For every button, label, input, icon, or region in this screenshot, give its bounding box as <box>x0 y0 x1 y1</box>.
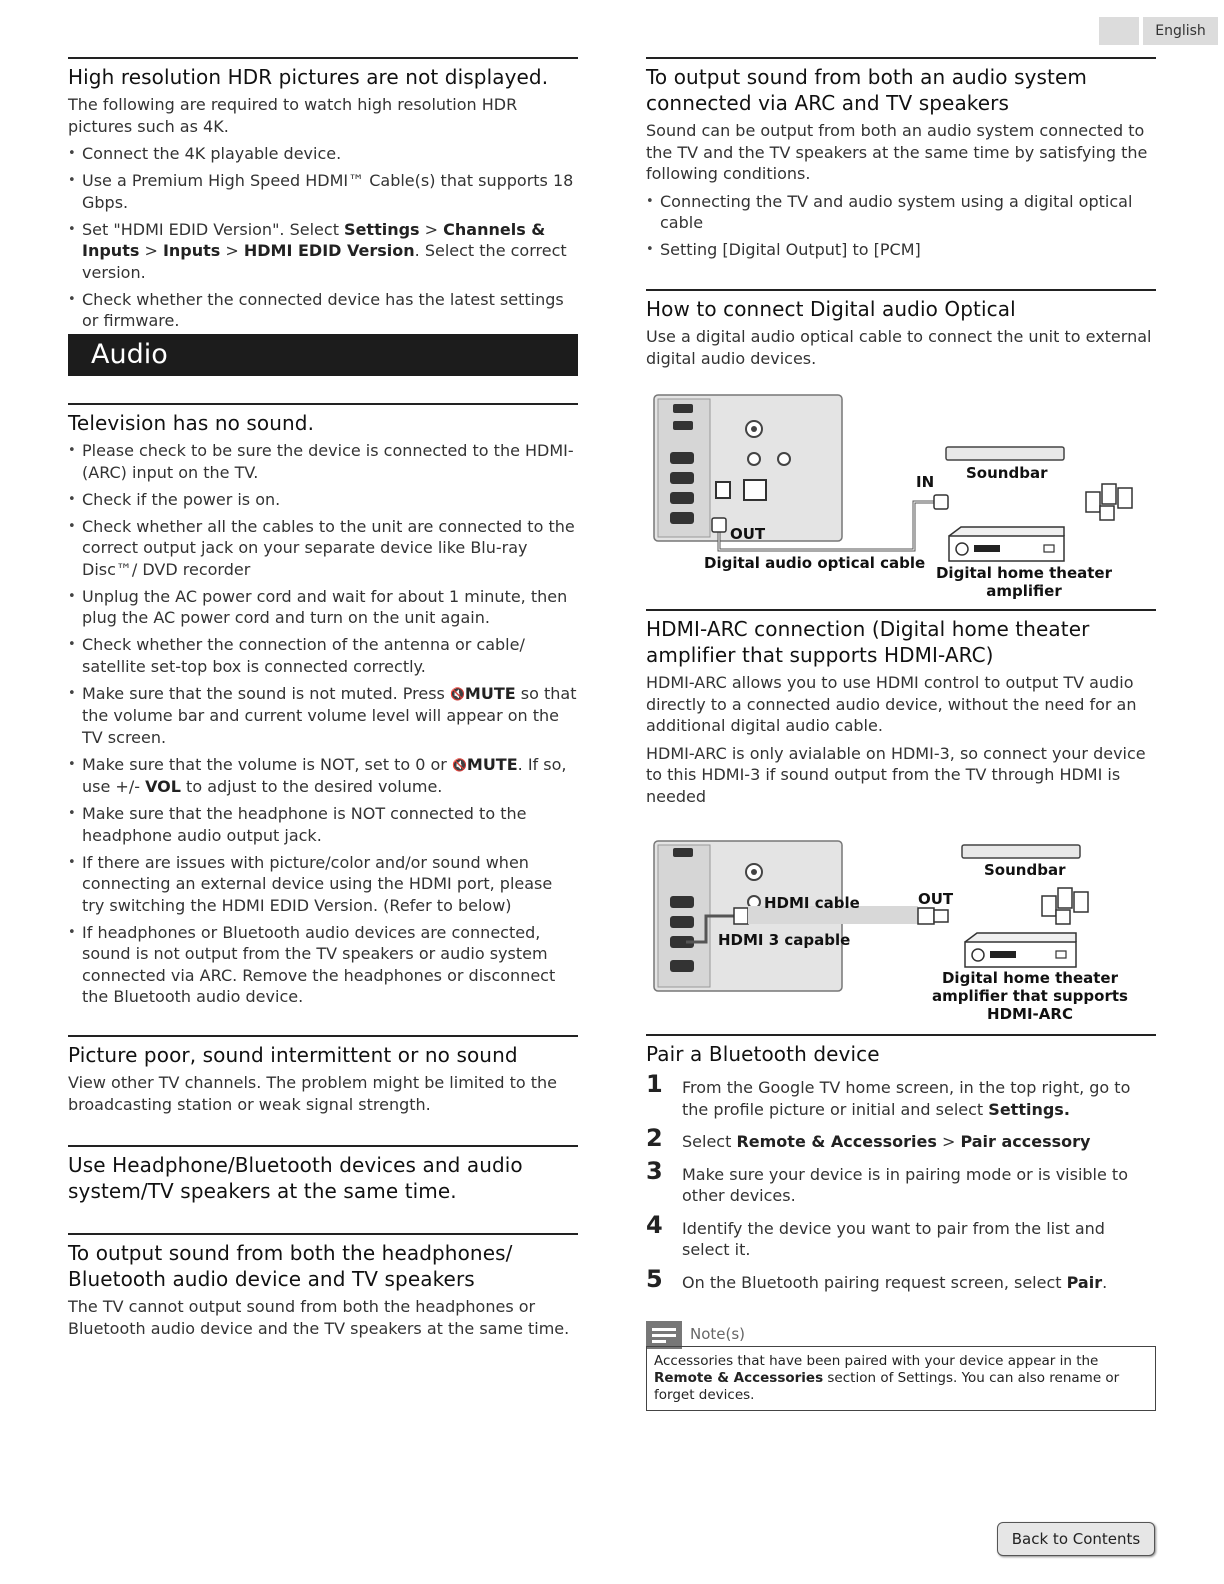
no-sound-title: Television has no sound. <box>68 411 315 435</box>
text-run: so that the volume bar and current volume level will appear on the TV screen. <box>82 683 577 747</box>
intermittent-text: View other TV channels. The problem might be limited to the broadcasting station or weak signal strength. <box>68 1073 557 1114</box>
language-tab-blank <box>1099 17 1139 45</box>
list-item <box>646 1210 1156 1261</box>
text-run: From the Google TV home screen, in the top right, go to the profile picture or initial and select <box>682 1078 1131 1119</box>
text-run: On the Bluetooth pairing request screen, select <box>682 1272 1067 1292</box>
output-both-headphones-section <box>68 1233 578 1345</box>
hdmi-arc-title: HDMI-ARC connection (Digital home theater amplifier that supports HDMI-ARC) <box>646 617 1090 667</box>
list-item: • Setting [Digital Output] to [PCM] <box>646 239 1156 261</box>
vol-key: VOL <box>145 777 181 796</box>
remote-accessories-label: Remote & Accessories <box>736 1132 937 1151</box>
list-item: • Check whether the connection of the antenna or cable/ satellite set-top box is connected correctly. <box>68 634 578 677</box>
menu-path-edid: HDMI EDID Version <box>243 241 415 260</box>
soundbar-icon <box>962 845 1080 858</box>
list-item <box>646 1264 1156 1294</box>
list-item: • Check if the power is on. <box>68 489 578 511</box>
hdmi-arc-p2: HDMI-ARC is only avialable on HDMI-3, so connect your device to this HDMI-3 if sound output from the TV through HDMI is needed <box>646 743 1146 806</box>
note-label: Note(s) <box>690 1325 746 1343</box>
step-number: 1 <box>646 1070 663 1098</box>
arc-both-title: To output sound from both an audio system connected via ARC and TV speakers <box>646 65 1087 115</box>
hdr-section <box>68 57 578 337</box>
list-item: • If headphones or Bluetooth audio devices are connected, sound is not output from the TV speakers or audio system connected via ARC. Remove the headphones or disconnect the Bluetooth audio device. <box>68 922 578 1008</box>
text-run: . If so, use +/- <box>82 754 567 796</box>
menu-path-inputs: Inputs <box>162 241 221 260</box>
text-run: . <box>1102 1272 1108 1292</box>
text-run: > <box>220 241 244 260</box>
optical-out-label: OUT <box>730 525 766 543</box>
menu-path-channels: Channels & Inputs <box>82 219 546 260</box>
hdr-title: High resolution HDR pictures are not displayed. <box>68 65 549 89</box>
mute-icon: 🔇 <box>451 757 467 772</box>
optical-amp-label-1: Digital home theater <box>935 564 1113 582</box>
output-both-headphones-title: To output sound from both the headphones/ Bluetooth audio device and TV speakers <box>68 1241 513 1291</box>
list-item: • Connect the 4K playable device. <box>68 143 578 165</box>
step-number: 5 <box>646 1264 663 1293</box>
menu-path-settings: Settings <box>344 219 420 239</box>
optical-amp-label-2: amplifier <box>986 582 1062 600</box>
list-item: • Connecting the TV and audio system using a digital optical cable <box>646 191 1156 234</box>
list-item: • Unplug the AC power cord and wait for about 1 minute, then plug the AC power cord and turn on the unit again. <box>68 586 578 629</box>
step-number: 3 <box>646 1156 663 1185</box>
speakers-icon <box>1042 888 1088 924</box>
mute-key: MUTE <box>466 754 518 774</box>
text-run: Accessories that have been paired with your device appear in the <box>654 1353 1099 1369</box>
audio-banner: Audio <box>68 334 578 376</box>
back-to-contents-button[interactable]: Back to Contents <box>997 1522 1155 1556</box>
intermittent-title: Picture poor, sound intermittent or no sound <box>68 1043 518 1067</box>
optical-title: How to connect Digital audio Optical <box>646 297 1016 321</box>
hdmi-arc-section <box>646 609 1156 813</box>
list-item <box>68 754 578 798</box>
pair-label: Pair <box>1066 1272 1103 1292</box>
remote-accessories-label: Remote & Accessories <box>654 1370 824 1386</box>
mute-icon: 🔇 <box>449 686 465 701</box>
list-item: • Use a Premium High Speed HDMI™ Cable(s) that supports 18 Gbps. <box>68 170 578 213</box>
optical-text: Use a digital audio optical cable to connect the unit to external digital audio devices. <box>646 327 1152 368</box>
hdmi-arc-p1: HDMI-ARC allows you to use HDMI control to output TV audio directly to a connected audio device, without the need for an additional digital audio cable. <box>646 673 1137 735</box>
text-run: > <box>419 219 444 239</box>
list-item <box>646 1124 1156 1153</box>
note-box <box>646 1346 1156 1411</box>
note-header <box>646 1321 846 1349</box>
list-item <box>68 219 578 284</box>
text-run: > <box>139 241 163 260</box>
no-sound-list <box>68 440 578 1008</box>
text-run: Make sure your device is in pairing mode or is visible to other devices. <box>682 1164 1128 1205</box>
language-tab[interactable]: English <box>1143 17 1218 45</box>
arc-both-section <box>646 57 1156 266</box>
optical-cable-label: Digital audio optical cable <box>704 554 926 572</box>
no-sound-section <box>68 403 578 1013</box>
hdmi-out-label: OUT <box>918 890 954 908</box>
text-run: Set "HDMI EDID Version". Select <box>82 219 345 239</box>
list-item: • Please check to be sure the device is connected to the HDMI-(ARC) input on the TV. <box>68 440 578 483</box>
list-item <box>646 1156 1156 1207</box>
hdmi-amp-label-3: HDMI-ARC <box>987 1005 1073 1023</box>
hdmi-cable-label: HDMI cable <box>764 894 860 912</box>
text-run: > <box>936 1132 961 1151</box>
text-run: Identify the device you want to pair from the list and select it. <box>682 1218 1105 1259</box>
step-number: 4 <box>646 1210 663 1239</box>
text-run: to adjust to the desired volume. <box>180 777 443 796</box>
hdr-intro: The following are required to watch high resolution HDR pictures such as 4K. <box>68 95 518 136</box>
optical-in-label: IN <box>916 473 935 491</box>
hdmi-amp-label-2: amplifier that supports <box>932 987 1128 1005</box>
amplifier-icon <box>949 527 1064 561</box>
hdmi-arc-diagram <box>646 838 1156 1024</box>
amplifier-icon <box>965 933 1076 967</box>
speakers-icon <box>1086 484 1132 520</box>
optical-diagram <box>646 392 1156 602</box>
text-run: Select <box>682 1132 737 1151</box>
arc-both-intro: Sound can be output from both an audio system connected to the TV and the TV speakers at the same time by satisfying the following conditions. <box>646 121 1148 183</box>
hdmi-amp-label-1: Digital home theater <box>941 969 1119 987</box>
settings-label: Settings. <box>988 1099 1070 1119</box>
text-run: . Select the correct version. <box>82 241 567 282</box>
arc-both-list <box>646 191 1156 261</box>
hdmi-soundbar-label: Soundbar <box>984 861 1066 879</box>
optical-soundbar-label: Soundbar <box>966 464 1048 482</box>
optical-section <box>646 289 1156 375</box>
bluetooth-steps <box>646 1070 1156 1293</box>
headphone-same-time-section <box>68 1145 578 1208</box>
tv-back-panel <box>654 395 842 541</box>
headphone-same-time-title: Use Headphone/Bluetooth devices and audio system/TV speakers at the same time. <box>68 1153 523 1203</box>
hdr-list <box>68 143 578 332</box>
soundbar-icon <box>946 447 1064 460</box>
output-both-headphones-text: The TV cannot output sound from both the headphones or Bluetooth audio device and the TV speakers at the same time. <box>68 1297 570 1338</box>
list-item: • Check whether all the cables to the unit are connected to the correct output jack on your separate device like Blu-ray Disc™/ DVD recorder <box>68 516 578 581</box>
text-run: section of Settings. You can also rename or forget devices. <box>654 1370 1120 1403</box>
pair-accessory-label: Pair accessory <box>960 1132 1091 1151</box>
list-item <box>68 683 578 749</box>
text-run: Make sure that the volume is NOT, set to 0 or <box>82 754 452 774</box>
list-item: • Make sure that the headphone is NOT connected to the headphone audio output jack. <box>68 803 578 846</box>
hdmi3-capable-label: HDMI 3 capable <box>718 931 851 949</box>
intermittent-section <box>68 1035 578 1121</box>
text-run: Make sure that the sound is not muted. Press <box>82 683 450 703</box>
step-number: 2 <box>646 1124 663 1152</box>
note-icon <box>646 1321 682 1349</box>
list-item <box>646 1070 1156 1120</box>
list-item: • Check whether the connected device has the latest settings or firmware. <box>68 289 578 332</box>
mute-key: MUTE <box>464 683 516 703</box>
list-item: • If there are issues with picture/color and/or sound when connecting an external device using the HDMI port, please try switching the HDMI EDID Version. (Refer to below) <box>68 852 578 917</box>
bluetooth-title: Pair a Bluetooth device <box>646 1042 880 1066</box>
bluetooth-section <box>646 1034 1156 1304</box>
